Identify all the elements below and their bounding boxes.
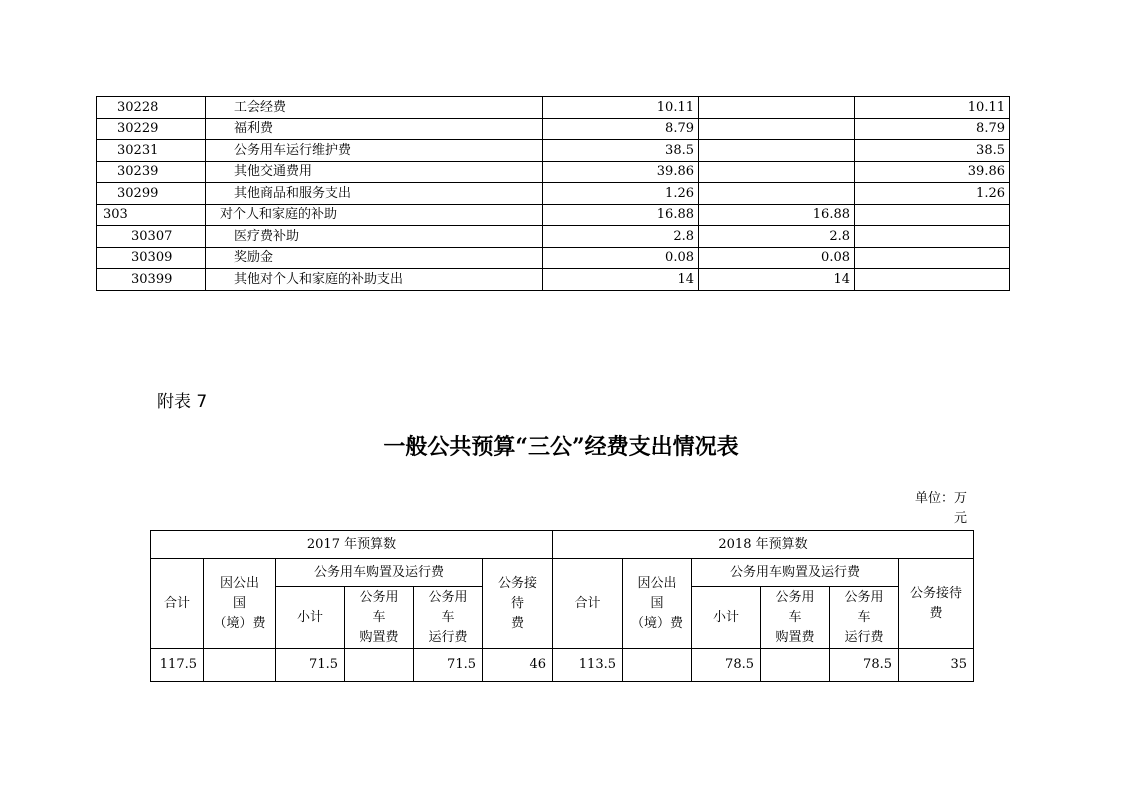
row-total: 1.26 (543, 183, 699, 205)
row-total: 0.08 (543, 247, 699, 269)
value-2018-subtotal: 78.5 (692, 649, 761, 682)
value-2017-subtotal: 71.5 (276, 649, 345, 682)
row-personnel (699, 161, 855, 183)
table-row (97, 161, 1010, 183)
table-row (97, 183, 1010, 205)
row-public: 8.79 (855, 118, 1010, 140)
year-header-2018: 2018 年预算数 (553, 531, 974, 559)
row-code: 30229 (97, 118, 206, 140)
header-vehicle-purchase: 公务用 车 购置费 (345, 587, 414, 649)
value-2018-operation: 78.5 (830, 649, 899, 682)
header-vehicle-group: 公务用车购置及运行费 (692, 559, 899, 587)
header-reception: 公务接 待 费 (483, 559, 553, 649)
row-public: 39.86 (855, 161, 1010, 183)
value-2017-operation: 71.5 (414, 649, 483, 682)
header-vehicle-purchase: 公务用 车 购置费 (761, 587, 830, 649)
row-public (855, 226, 1010, 248)
value-2017-purchase (345, 649, 414, 682)
row-total: 2.8 (543, 226, 699, 248)
value-2017-abroad (204, 649, 276, 682)
row-code: 30228 (97, 97, 206, 119)
row-total: 38.5 (543, 140, 699, 162)
header-total: 合计 (553, 559, 623, 649)
row-code: 30307 (97, 226, 206, 248)
table-label: 附表 7 (157, 392, 208, 412)
row-personnel (699, 140, 855, 162)
row-personnel: 0.08 (699, 247, 855, 269)
header-abroad: 因公出 国 （境）费 (204, 559, 276, 649)
row-code: 30239 (97, 161, 206, 183)
row-personnel: 2.8 (699, 226, 855, 248)
value-2018-purchase (761, 649, 830, 682)
value-2018-reception: 35 (899, 649, 974, 682)
budget-detail-table (96, 96, 1010, 291)
value-2017-reception: 46 (483, 649, 553, 682)
row-name: 对个人和家庭的补助 (206, 204, 543, 226)
row-name: 奖励金 (206, 247, 543, 269)
row-code: 30231 (97, 140, 206, 162)
row-personnel: 14 (699, 269, 855, 291)
row-personnel (699, 97, 855, 119)
header-vehicle-operation: 公务用 车 运行费 (414, 587, 483, 649)
header-vehicle-group: 公务用车购置及运行费 (276, 559, 483, 587)
row-name: 工会经费 (206, 97, 543, 119)
table-row (97, 97, 1010, 119)
row-code: 30309 (97, 247, 206, 269)
unit-label: 单位：万 元 (914, 491, 967, 526)
row-total: 16.88 (543, 204, 699, 226)
row-personnel (699, 183, 855, 205)
header-reception: 公务接待 费 (899, 559, 974, 649)
table-row (97, 269, 1010, 291)
row-name: 公务用车运行维护费 (206, 140, 543, 162)
table-row (97, 118, 1010, 140)
row-code: 30299 (97, 183, 206, 205)
row-total: 8.79 (543, 118, 699, 140)
value-2018-total: 113.5 (553, 649, 623, 682)
header-subtotal: 小计 (276, 587, 345, 649)
row-name: 其他对个人和家庭的补助支出 (206, 269, 543, 291)
row-name: 福利费 (206, 118, 543, 140)
header-total: 合计 (151, 559, 204, 649)
row-total: 39.86 (543, 161, 699, 183)
header-subtotal: 小计 (692, 587, 761, 649)
row-public (855, 247, 1010, 269)
row-code: 30399 (97, 269, 206, 291)
value-2017-total: 117.5 (151, 649, 204, 682)
page-title: 一般公共预算“三公”经费支出情况表 (383, 434, 739, 460)
row-code: 303 (97, 204, 206, 226)
row-total: 14 (543, 269, 699, 291)
sangong-expense-table (150, 530, 974, 682)
row-name: 其他商品和服务支出 (206, 183, 543, 205)
row-public (855, 269, 1010, 291)
table-row (97, 140, 1010, 162)
row-personnel: 16.88 (699, 204, 855, 226)
row-public: 1.26 (855, 183, 1010, 205)
row-public: 10.11 (855, 97, 1010, 119)
row-public (855, 204, 1010, 226)
value-2018-abroad (623, 649, 692, 682)
row-personnel (699, 118, 855, 140)
row-public: 38.5 (855, 140, 1010, 162)
year-header-2017: 2017 年预算数 (151, 531, 553, 559)
header-abroad: 因公出 国 （境）费 (623, 559, 692, 649)
table-row (97, 247, 1010, 269)
row-name: 其他交通费用 (206, 161, 543, 183)
table-row (97, 226, 1010, 248)
header-vehicle-operation: 公务用 车 运行费 (830, 587, 899, 649)
row-name: 医疗费补助 (206, 226, 543, 248)
table-row (97, 204, 1010, 226)
row-total: 10.11 (543, 97, 699, 119)
